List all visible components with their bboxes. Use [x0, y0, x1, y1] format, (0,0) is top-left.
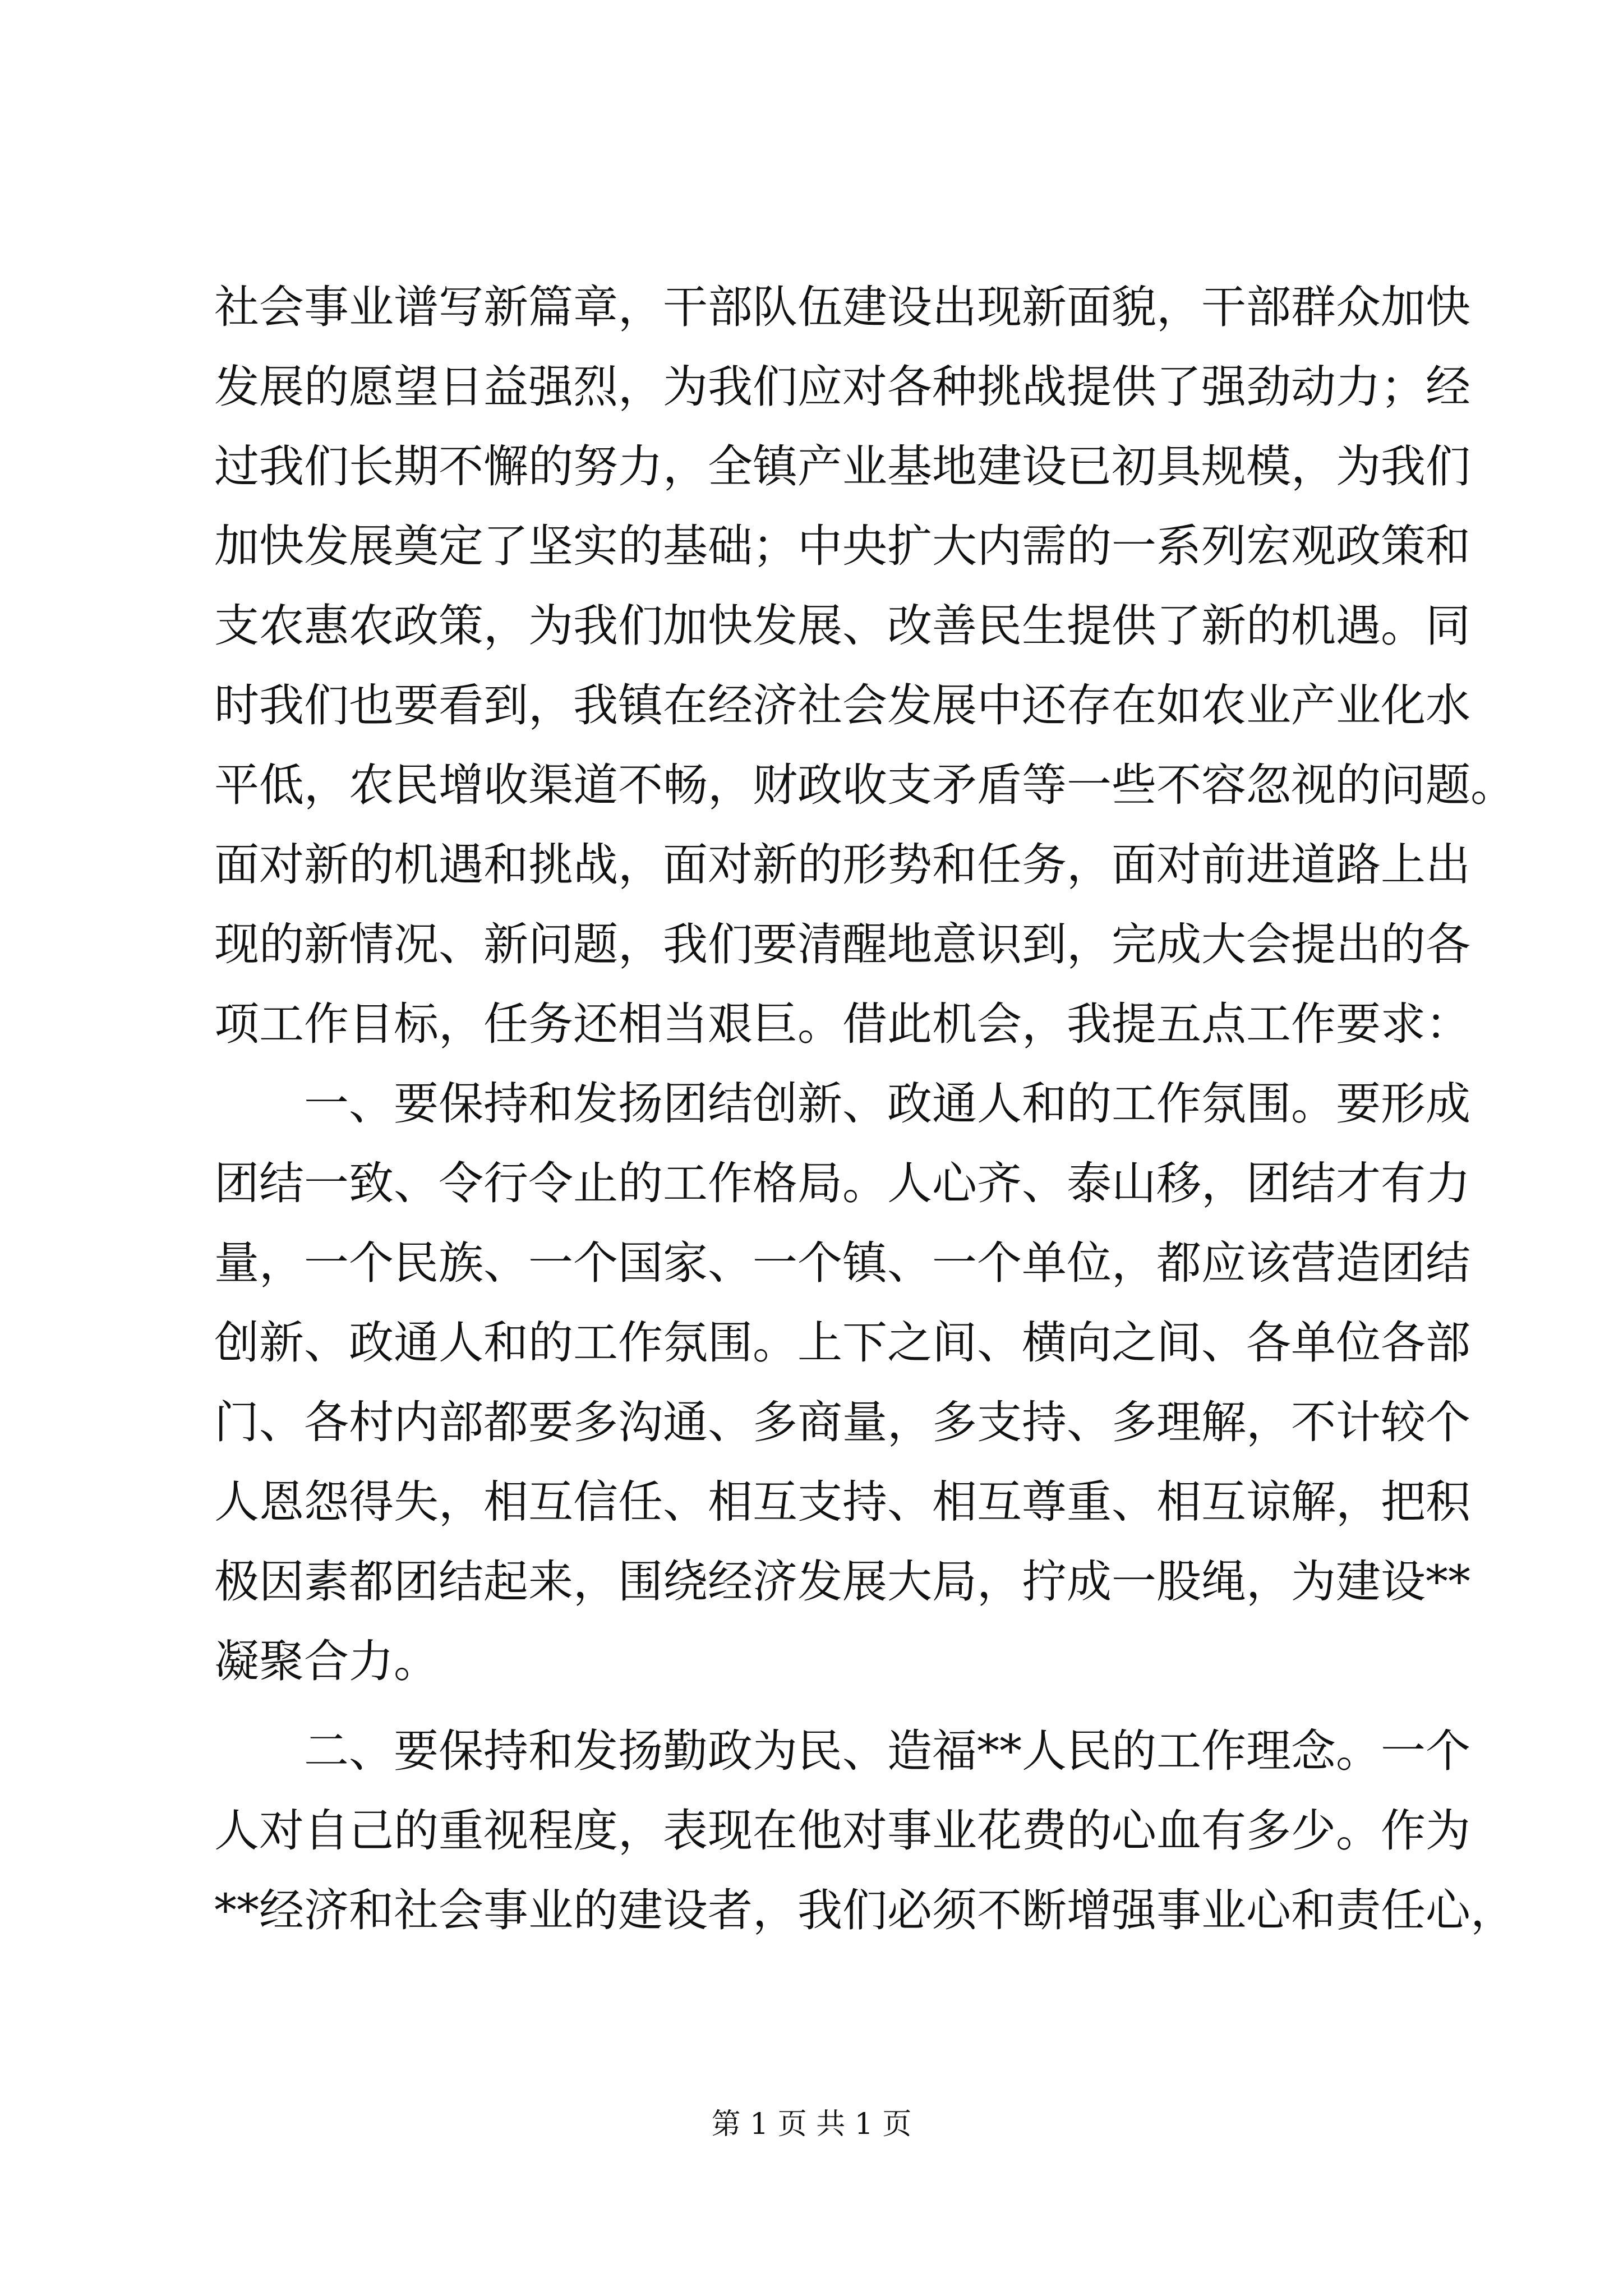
text-line: 支农惠农政策，为我们加快发展、改善民生提供了新的机遇。同 [214, 600, 1470, 652]
text-line: **经济和社会事业的建设者，我们必须不断增强事业心和责任心， [214, 1884, 1515, 1936]
text-line: 量，一个民族、一个国家、一个镇、一个单位，都应该营造团结 [214, 1237, 1470, 1289]
paragraph-start-line: 一、要保持和发扬团结创新、政通人和的工作氛围。要形成 [304, 1078, 1470, 1130]
text-line: 过我们长期不懈的努力，全镇产业基地建设已初具规模，为我们 [214, 440, 1470, 493]
text-line: 面对新的机遇和挑战，面对新的形势和任务，面对前进道路上出 [214, 839, 1470, 891]
text-line: 极因素都团结起来，围绕经济发展大局，拧成一股绳，为建设** [214, 1556, 1470, 1608]
text-line: 团结一致、令行令止的工作格局。人心齐、泰山移，团结才有力 [214, 1157, 1470, 1209]
text-line: 加快发展奠定了坚实的基础；中央扩大内需的一系列宏观政策和 [214, 520, 1470, 572]
text-line: 项工作目标，任务还相当艰巨。借此机会，我提五点工作要求： [214, 998, 1470, 1050]
text-line: 时我们也要看到，我镇在经济社会发展中还存在如农业产业化水 [214, 679, 1470, 731]
page-footer: 第 1 页 共 1 页 [711, 2108, 912, 2141]
paragraph-start-line: 二、要保持和发扬勤政为民、造福**人民的工作理念。一个 [304, 1725, 1470, 1777]
text-line: 门、各村内部都要多沟通、多商量，多支持、多理解，不计较个 [214, 1396, 1470, 1448]
text-line: 人恩怨得失，相互信任、相互支持、相互尊重、相互谅解，把积 [214, 1476, 1470, 1528]
text-line: 发展的愿望日益强烈，为我们应对各种挑战提供了强劲动力；经 [214, 361, 1470, 413]
text-line: 现的新情况、新问题，我们要清醒地意识到，完成大会提出的各 [214, 918, 1470, 970]
text-line: 人对自己的重视程度，表现在他对事业花费的心血有多少。作为 [214, 1805, 1470, 1857]
paragraph-end-line: 凝聚合力。 [214, 1635, 439, 1687]
text-line: 平低，农民增收渠道不畅，财政收支矛盾等一些不容忽视的问题。 [214, 759, 1515, 811]
text-line: 创新、政通人和的工作氛围。上下之间、横向之间、各单位各部 [214, 1317, 1470, 1369]
text-line: 社会事业谱写新篇章，干部队伍建设出现新面貌，干部群众加快 [214, 281, 1470, 333]
